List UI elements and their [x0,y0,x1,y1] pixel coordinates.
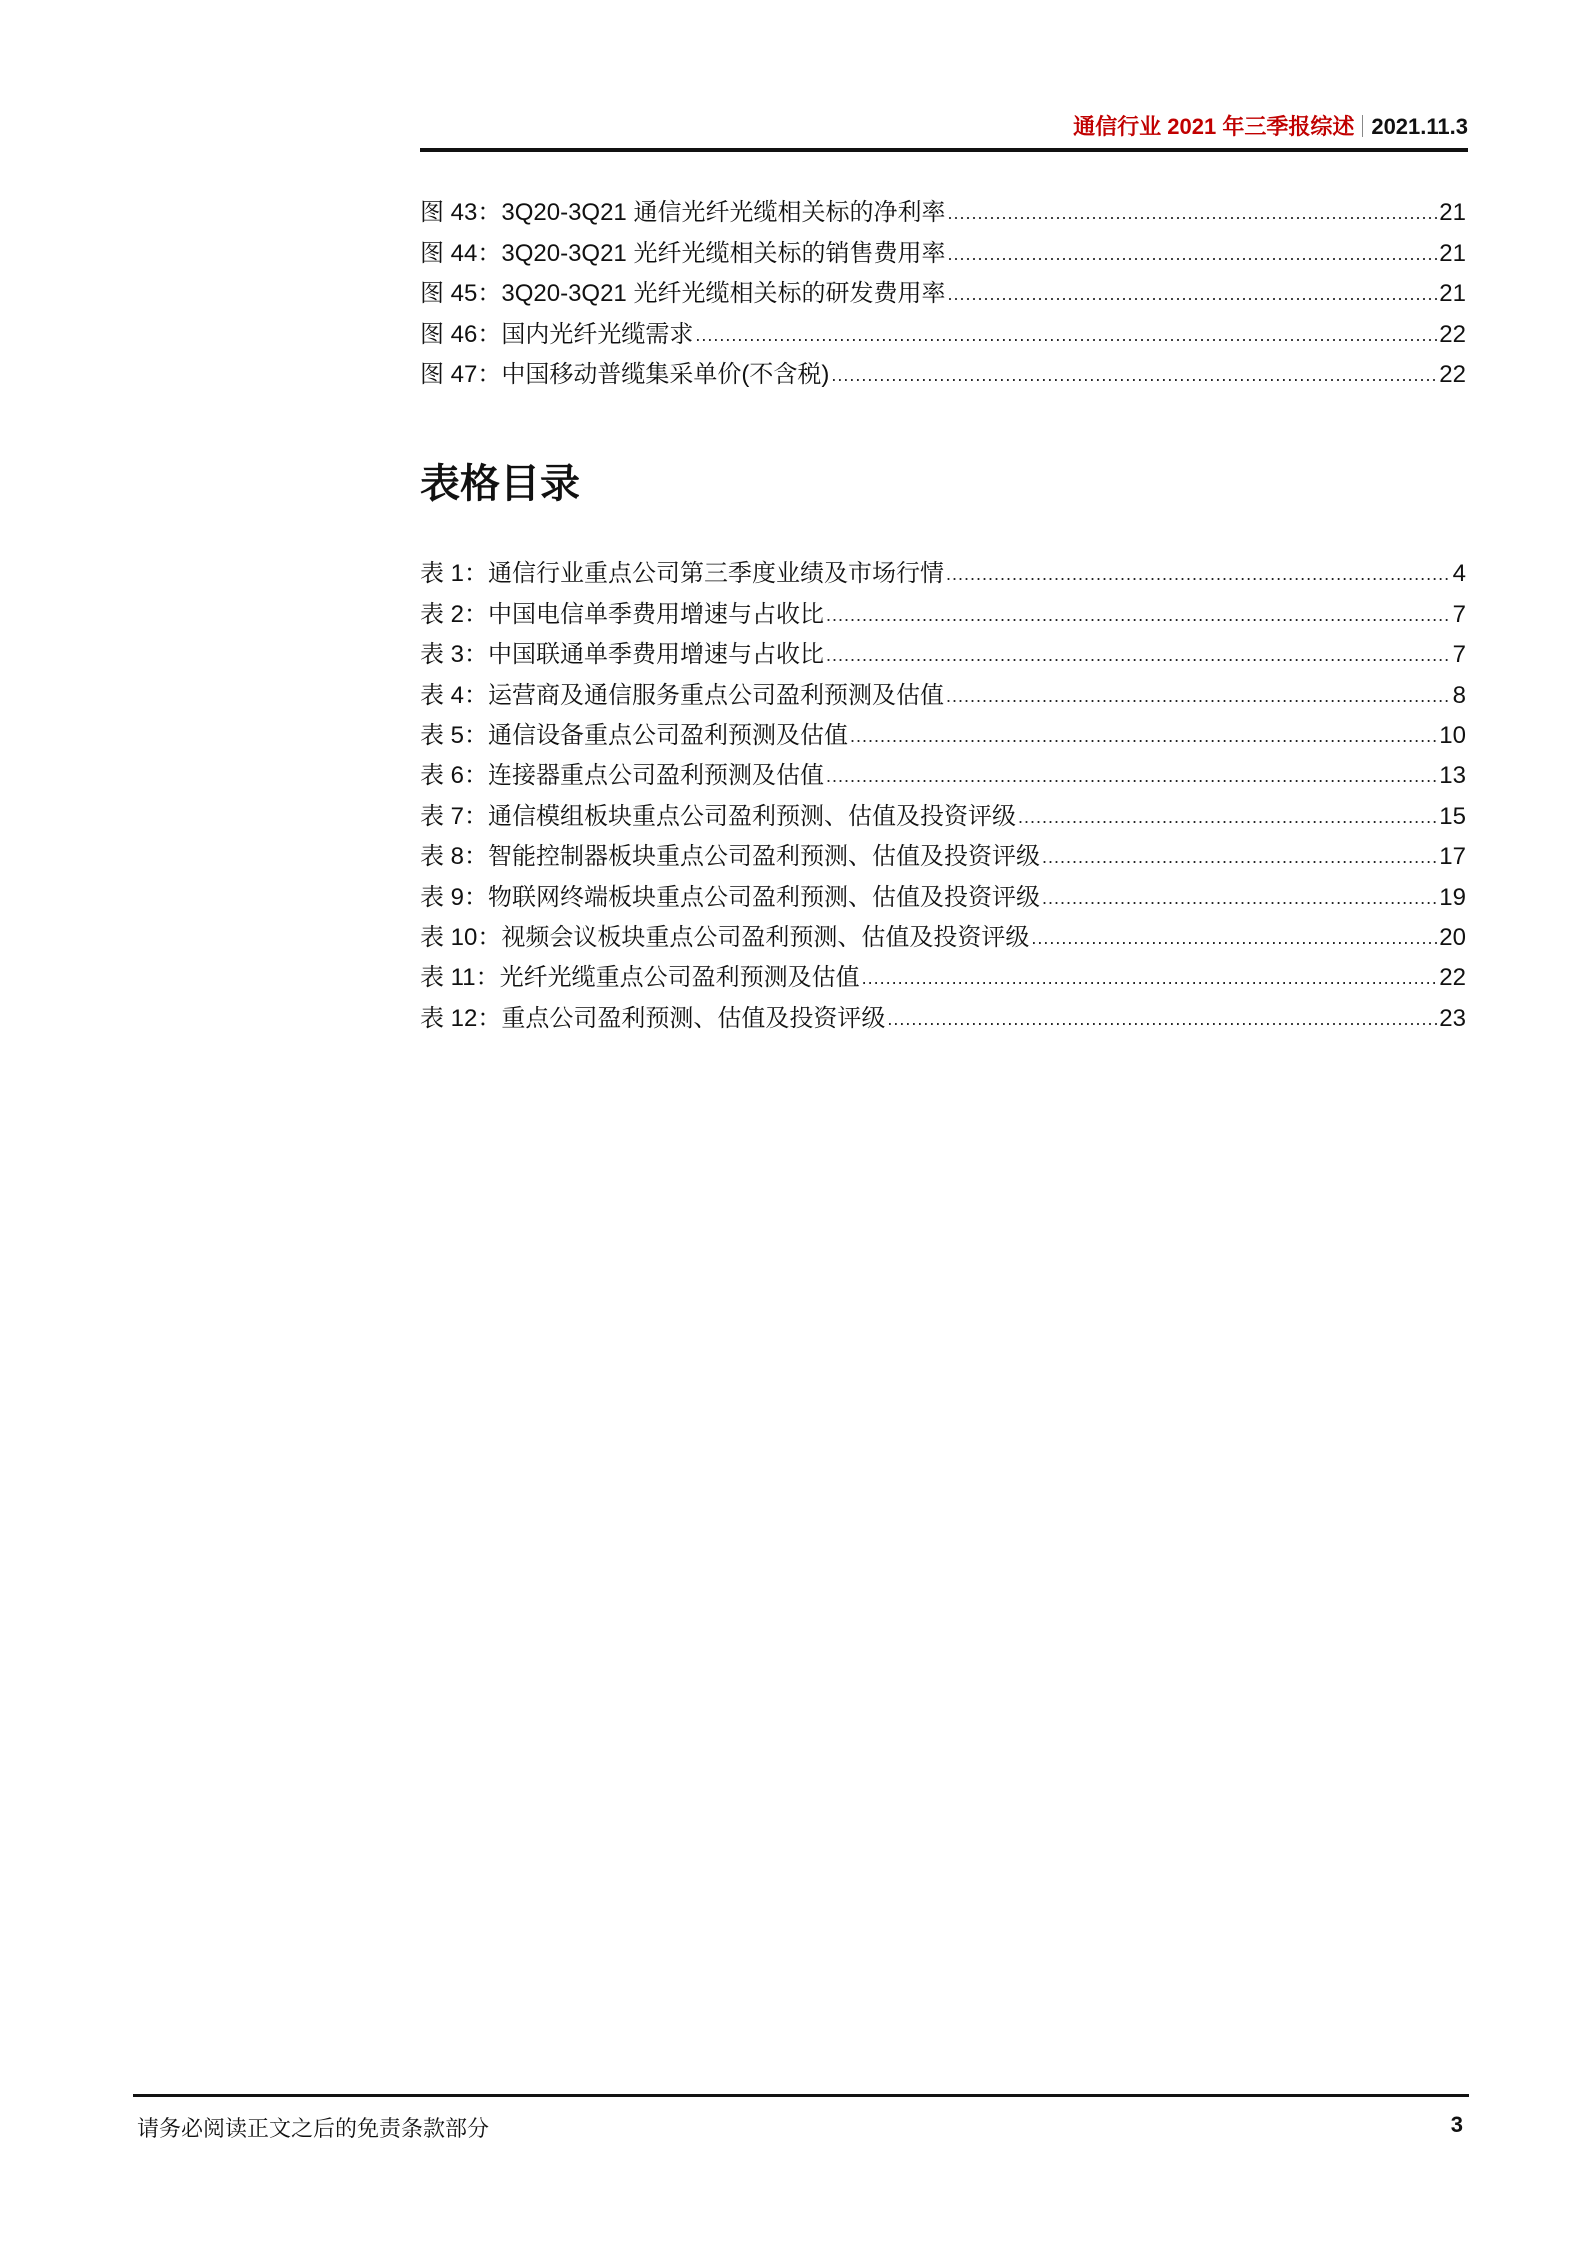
entry-label: 图 43：3Q20-3Q21 通信光纤光缆相关标的净利率 [420,199,946,227]
entry-page: 23 [1439,1004,1466,1032]
dot-leader [695,315,1437,355]
dot-leader [850,716,1437,756]
toc-table-entry[interactable] [420,958,1466,998]
dot-leader [862,958,1438,998]
toc-table-entry[interactable] [420,796,1466,836]
toc-table-entry[interactable] [420,594,1466,634]
entry-page: 21 [1439,280,1466,308]
toc-table-entry[interactable] [420,756,1466,796]
toc-figure-entry[interactable] [420,233,1466,273]
toc-figure-entry[interactable] [420,355,1466,395]
entry-label: 表 8：智能控制器板块重点公司盈利预测、估值及投资评级 [420,843,1041,871]
entry-label: 表 7：通信模组板块重点公司盈利预测、估值及投资评级 [420,802,1017,830]
entry-label: 表 5：通信设备重点公司盈利预测及估值 [420,721,849,749]
entry-label: 表 6：连接器重点公司盈利预测及估值 [420,762,825,790]
entry-label: 表 12：重点公司盈利预测、估值及投资评级 [420,1004,886,1032]
dot-leader [826,635,1451,675]
entry-page: 22 [1439,964,1466,992]
dot-leader [947,274,1437,314]
toc-table-entry[interactable] [420,716,1466,756]
toc-figure-entry[interactable] [420,314,1466,354]
entry-label: 图 44：3Q20-3Q21 光纤光缆相关标的销售费用率 [420,239,946,267]
entry-page: 7 [1452,600,1466,628]
dot-leader [946,676,1451,716]
entry-label: 图 47：中国移动普缆集采单价(不含税) [420,360,830,388]
entry-page: 7 [1452,641,1466,669]
dot-leader [826,756,1437,796]
entry-label: 表 1：通信行业重点公司第三季度业绩及市场行情 [420,560,945,588]
dot-leader [947,234,1437,274]
page-footer [137,2112,1463,2143]
entry-label: 表 9：物联网终端板块重点公司盈利预测、估值及投资评级 [420,883,1041,911]
table-list [420,554,1466,1039]
toc-figure-entry[interactable] [420,274,1466,314]
toc-table-entry[interactable] [420,877,1466,917]
toc-table-entry[interactable] [420,837,1466,877]
dot-leader [946,554,1451,594]
toc-table-entry[interactable] [420,554,1466,594]
dot-leader [1042,878,1437,918]
entry-page: 22 [1439,320,1466,348]
entry-label: 表 4：运营商及通信服务重点公司盈利预测及估值 [420,681,945,709]
entry-page: 17 [1439,843,1466,871]
entry-page: 10 [1439,721,1466,749]
dot-leader [947,193,1437,233]
dot-leader [826,595,1451,635]
toc-table-entry[interactable] [420,918,1466,958]
page-number: 3 [1450,2112,1463,2137]
tables-section-title: 表格目录 [420,462,580,506]
report-date: 2021.11.3 [1371,114,1468,139]
dot-leader [1031,918,1437,958]
entry-page: 22 [1439,360,1466,388]
footer-rule [133,2094,1469,2097]
entry-page: 19 [1439,883,1466,911]
toc-table-entry[interactable] [420,675,1466,715]
toc-figure-entry[interactable] [420,193,1466,233]
entry-page: 20 [1439,923,1466,951]
toc-table-entry[interactable] [420,635,1466,675]
header-rule [420,148,1468,152]
report-title: 通信行业 2021 年三季报综述 [1073,114,1355,139]
entry-page: 21 [1439,239,1466,267]
dot-leader [831,355,1437,395]
entry-label: 图 45：3Q20-3Q21 光纤光缆相关标的研发费用率 [420,280,946,308]
entry-label: 表 2：中国电信单季费用增速与占收比 [420,600,825,628]
dot-leader [1018,797,1437,837]
toc-table-entry[interactable] [420,998,1466,1038]
page-header [420,110,1468,141]
entry-page: 8 [1452,681,1466,709]
entry-page: 21 [1439,199,1466,227]
disclaimer-text: 请务必阅读正文之后的免责条款部分 [137,2116,490,2141]
entry-label: 表 3：中国联通单季费用增速与占收比 [420,641,825,669]
dot-leader [887,999,1437,1039]
entry-label: 图 46：国内光纤光缆需求 [420,320,694,348]
entry-page: 4 [1452,560,1466,588]
entry-label: 表 10：视频会议板块重点公司盈利预测、估值及投资评级 [420,923,1030,951]
entry-page: 13 [1439,762,1466,790]
entry-label: 表 11：光纤光缆重点公司盈利预测及估值 [420,964,860,992]
header-separator [1362,115,1363,137]
dot-leader [1042,837,1437,877]
entry-page: 15 [1439,802,1466,830]
figure-list [420,193,1466,395]
